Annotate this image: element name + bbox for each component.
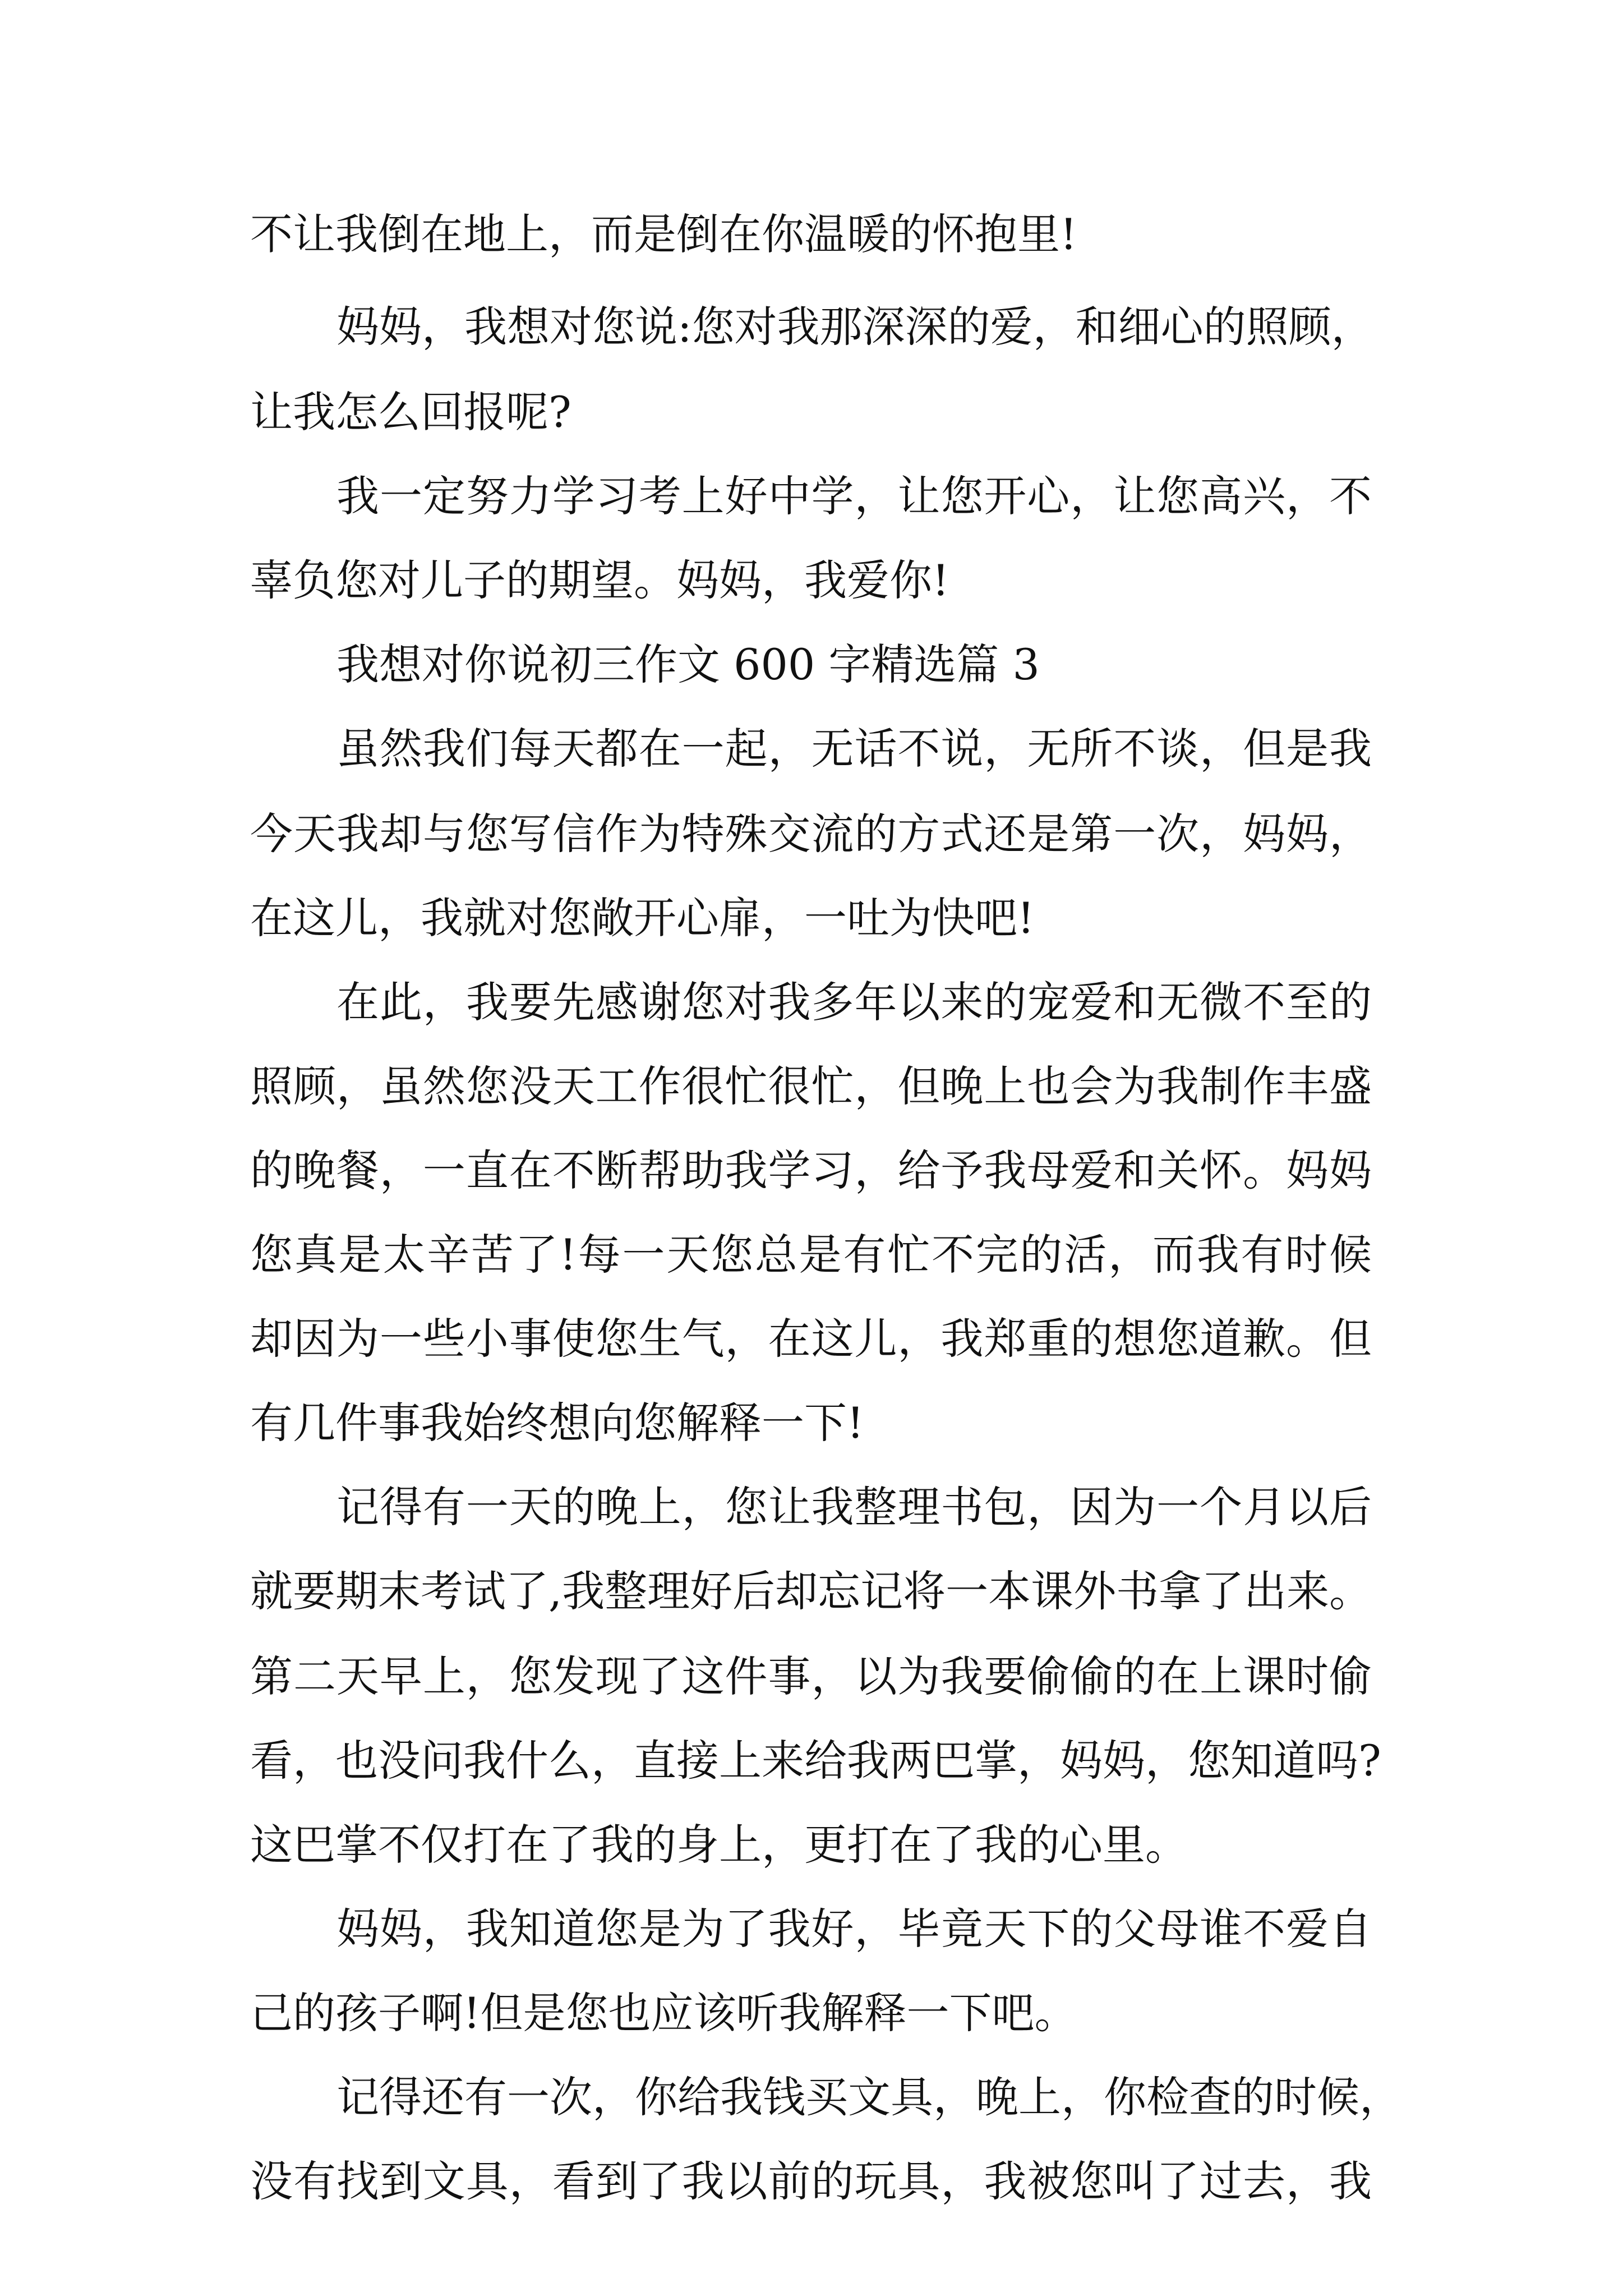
text-line: 妈妈，我想对您说:您对我那深深的爱，和细心的照顾， xyxy=(336,302,1374,352)
text-line: 我一定努力学习考上好中学，让您开心，让您高兴，不 xyxy=(336,471,1372,521)
text-line: 看，也没问我什么，直接上来给我两巴掌，妈妈，您知道吗? xyxy=(250,1736,1381,1786)
text-line: 妈妈，我知道您是为了我好，毕竟天下的父母谁不爱自 xyxy=(336,1904,1372,1954)
text-line: 在此，我要先感谢您对我多年以来的宠爱和无微不至的 xyxy=(336,977,1372,1027)
text-line: 有几件事我始终想向您解释一下! xyxy=(250,1398,864,1448)
text-line: 却因为一些小事使您生气，在这儿，我郑重的想您道歉。但 xyxy=(250,1314,1372,1364)
text-line: 就要期末考试了,我整理好后却忘记将一本课外书拿了出来。 xyxy=(250,1566,1372,1616)
text-line: 辜负您对儿子的期望。妈妈，我爱你! xyxy=(250,555,949,605)
text-line: 在这儿，我就对您敞开心扉，一吐为快吧! xyxy=(250,893,1035,943)
text-line: 照顾，虽然您没天工作很忙很忙，但晚上也会为我制作丰盛 xyxy=(250,1061,1372,1111)
text-line: 的晚餐，一直在不断帮助我学习，给予我母爱和关怀。妈妈 xyxy=(250,1145,1372,1195)
text-line: 让我怎么回报呢? xyxy=(250,387,571,437)
text-line: 第二天早上，您发现了这件事，以为我要偷偷的在上课时偷 xyxy=(250,1651,1372,1701)
text-line: 您真是太辛苦了!每一天您总是有忙不完的活，而我有时候 xyxy=(250,1230,1372,1280)
text-line: 记得还有一次，你给我钱买文具，晚上，你检查的时候， xyxy=(336,2072,1402,2122)
text-line: 今天我却与您写信作为特殊交流的方式还是第一次，妈妈， xyxy=(250,809,1372,859)
text-line: 己的孩子啊!但是您也应该听我解释一下吧。 xyxy=(250,1988,1077,2038)
text-line: 没有找到文具，看到了我以前的玩具，我被您叫了过去，我 xyxy=(250,2156,1372,2206)
text-line: 记得有一天的晚上，您让我整理书包，因为一个月以后 xyxy=(336,1482,1372,1532)
section-heading: 我想对你说初三作文 600 字精选篇 3 xyxy=(336,639,1040,689)
text-line: 不让我倒在地上，而是倒在你温暖的怀抱里! xyxy=(250,209,1077,259)
text-line: 虽然我们每天都在一起，无话不说，无所不谈，但是我 xyxy=(336,724,1372,774)
text-line: 这巴掌不仅打在了我的身上，更打在了我的心里。 xyxy=(250,1820,1188,1870)
